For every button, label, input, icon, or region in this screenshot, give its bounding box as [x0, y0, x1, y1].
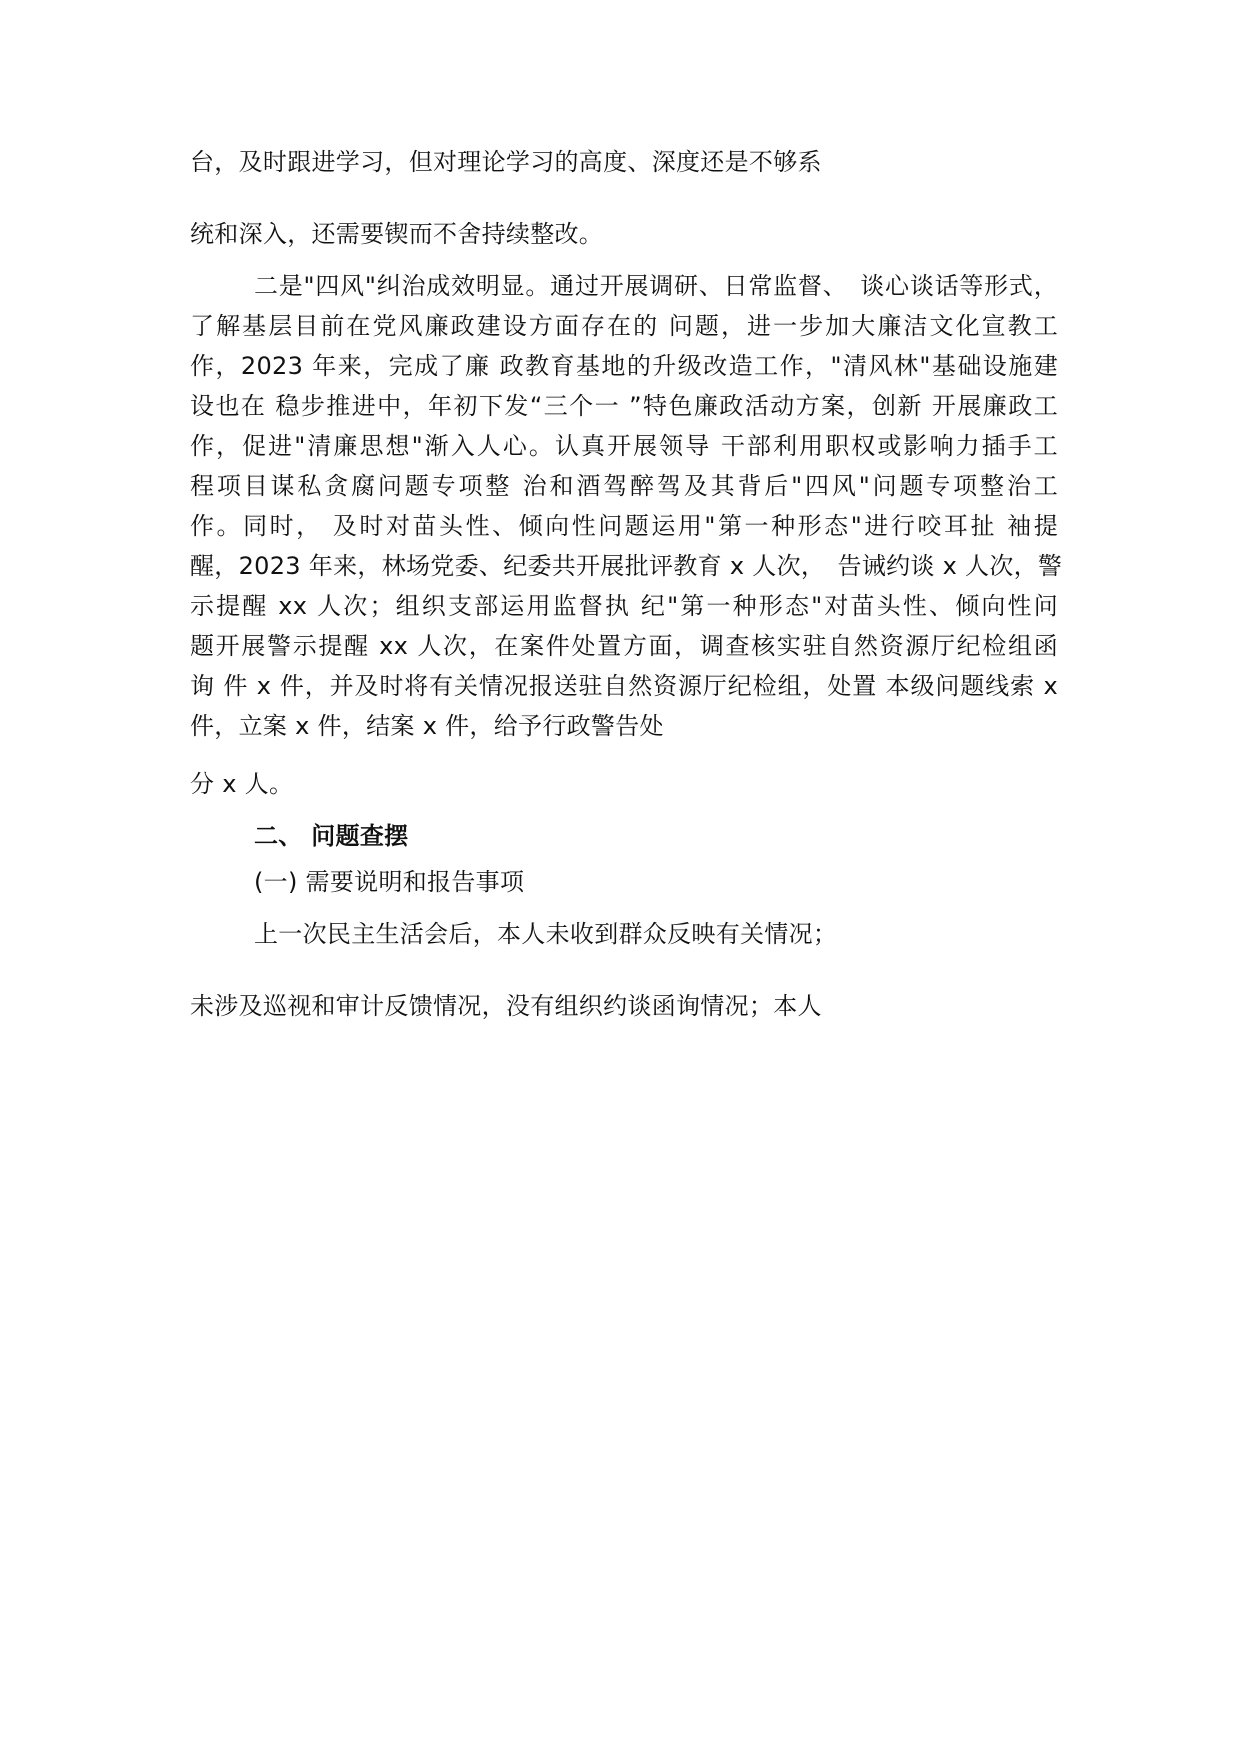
text-line: 统和深入，还需要锲而不舍持续整改。 — [190, 220, 604, 248]
text-line: 作，促进"清廉思想"渐入人心。认真开展领导 干部利用职权或影响力插手工 — [190, 432, 1058, 460]
section-heading: 二、 问题查摆 — [254, 822, 409, 850]
paragraph-first-line: 二是"四风"纠治成效明显。通过开展调研、日常监督、 谈心谈话等形式， — [254, 272, 1058, 300]
text-line: 台，及时跟进学习，但对理论学习的高度、深度还是不够系 — [190, 148, 822, 176]
text-line: 作。同时， 及时对苗头性、倾向性问题运用"第一种形态"进行咬耳扯 袖提 — [190, 512, 1058, 540]
text-line: 分 x 人。 — [190, 770, 294, 798]
text-line: 程项目谋私贪腐问题专项整 治和酒驾醉驾及其背后"四风"问题专项整治工 — [190, 472, 1058, 500]
text-line: 题开展警示提醒 xx 人次，在案件处置方面，调查核实驻自然资源厅纪检组函 — [190, 632, 1058, 660]
subsection-heading: (一) 需要说明和报告事项 — [254, 868, 525, 896]
text-line: 作，2023 年来，完成了廉 政教育基地的升级改造工作，"清风林"基础设施建 — [190, 352, 1058, 380]
text-line: 了解基层目前在党风廉政建设方面存在的 问题，进一步加大廉洁文化宣教工 — [190, 312, 1058, 340]
text-line: 设也在 稳步推进中，年初下发“三个一 ”特色廉政活动方案，创新 开展廉政工 — [190, 392, 1058, 420]
text-line: 醒，2023 年来，林场党委、纪委共开展批评教育 x 人次， 告诫约谈 x 人次，警 — [190, 552, 1063, 580]
text-line: 示提醒 xx 人次；组织支部运用监督执 纪"第一种形态"对苗头性、倾向性问 — [190, 592, 1058, 620]
text-line: 上一次民主生活会后，本人未收到群众反映有关情况； — [254, 920, 838, 948]
text-line: 件，立案 x 件，结案 x 件，给予行政警告处 — [190, 712, 664, 740]
text-line: 未涉及巡视和审计反馈情况，没有组织约谈函询情况；本人 — [190, 992, 822, 1020]
text-line: 询 件 x 件，并及时将有关情况报送驻自然资源厅纪检组，处置 本级问题线索 x — [190, 672, 1058, 700]
